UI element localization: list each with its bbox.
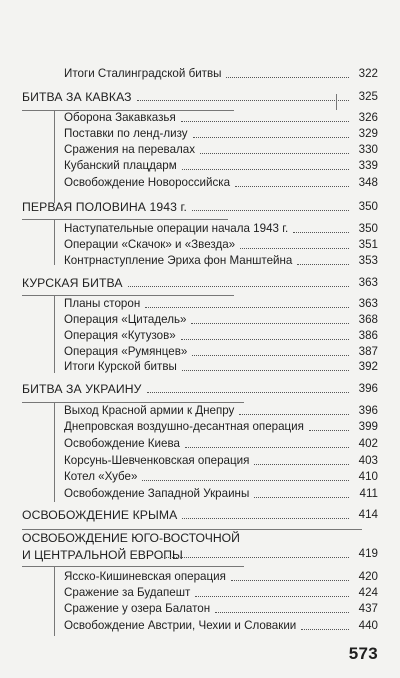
entry-title: Освобождение Австрии, Чехии и Словакии: [64, 619, 297, 632]
entry-page: 437: [358, 602, 378, 615]
toc-entry[interactable]: [64, 403, 378, 419]
toc-entry[interactable]: [64, 601, 378, 617]
toc-entry[interactable]: [64, 126, 378, 142]
entry-title: Оборона Закавказья: [64, 111, 176, 124]
section-title: ПЕРВАЯ ПОЛОВИНА 1943 г.: [22, 200, 187, 214]
page-number: 573: [348, 644, 378, 663]
entry-title: Освобождение Киева: [64, 437, 180, 450]
leader-dots: [193, 137, 349, 138]
leader-dots: [145, 307, 349, 308]
entry-page: 326: [358, 111, 378, 124]
entry-page: 392: [358, 360, 378, 373]
entry-title: Итоги Сталинградской битвы: [64, 67, 222, 80]
toc-entry[interactable]: [64, 312, 378, 328]
leader-dots: [195, 596, 349, 597]
toc-entry[interactable]: [64, 175, 378, 191]
leader-dots: [254, 497, 349, 498]
toc-entry[interactable]: [64, 142, 378, 158]
entry-title: Итоги Курской битвы: [64, 360, 177, 373]
leader-dots: [181, 121, 349, 122]
toc-entry[interactable]: [64, 110, 378, 126]
toc-entry[interactable]: [64, 618, 378, 634]
toc-section[interactable]: [22, 89, 378, 105]
entry-title: Днепровская воздушно-десантная операция: [64, 420, 304, 433]
section-page: 396: [358, 382, 378, 395]
toc-section[interactable]: [22, 275, 378, 291]
section-underline: [22, 219, 228, 220]
toc-entry[interactable]: [64, 328, 378, 344]
toc-entry[interactable]: [64, 359, 378, 375]
section-title: КУРСКАЯ БИТВА: [22, 276, 123, 290]
section-bracket: [54, 566, 55, 636]
entry-title: Поставки по ленд-лизу: [64, 127, 188, 140]
entry-page: 420: [358, 570, 378, 583]
leader-dots: [293, 232, 349, 233]
section-bracket: [54, 110, 55, 203]
leader-dots: [235, 186, 349, 187]
section-title: ОСВОБОЖДЕНИЕ КРЫМА: [22, 508, 178, 522]
toc-entry[interactable]: [64, 344, 378, 360]
entry-page: 403: [358, 454, 378, 467]
leader-dots: [191, 323, 349, 324]
leader-dots: [192, 210, 349, 211]
toc-section[interactable]: [22, 507, 378, 523]
entry-title: Операция «Кутузов»: [64, 329, 176, 342]
entry-title: Операции «Скачок» и «Звезда»: [64, 238, 236, 251]
leader-dots: [182, 169, 349, 170]
entry-page: 339: [358, 159, 378, 172]
section-page: 419: [358, 547, 378, 560]
section-bracket: [54, 402, 55, 502]
leader-dots: [215, 612, 349, 613]
leader-dots: [200, 153, 349, 154]
leader-dots: [301, 629, 349, 630]
section-bracket: [54, 219, 55, 265]
entry-page: 399: [358, 420, 378, 433]
leader-dots: [231, 580, 349, 581]
toc-entry[interactable]: [64, 221, 378, 237]
toc-entry[interactable]: [64, 66, 378, 82]
leader-dots: [185, 447, 349, 448]
toc-section[interactable]: [22, 381, 378, 397]
toc-entry[interactable]: [64, 296, 378, 312]
entry-page: 353: [358, 254, 378, 267]
entry-title: Кубанский плацдарм: [64, 159, 177, 172]
leader-dots: [137, 100, 349, 101]
toc-entry[interactable]: [64, 569, 378, 585]
entry-page: 386: [358, 329, 378, 342]
entry-page: 329: [358, 127, 378, 140]
toc-entry[interactable]: [64, 453, 378, 469]
leader-dots: [182, 518, 349, 519]
leader-dots: [128, 286, 349, 287]
toc-entry[interactable]: [64, 486, 378, 502]
entry-title: Сражение за Будапешт: [64, 586, 191, 599]
entry-page: 424: [358, 586, 378, 599]
leader-dots: [182, 370, 349, 371]
entry-page: 348: [358, 176, 378, 189]
entry-title: Освобождение Западной Украины: [64, 487, 250, 500]
section-bracket: [336, 94, 337, 110]
toc-entry[interactable]: [64, 253, 378, 269]
entry-page: 396: [358, 404, 378, 417]
entry-page: 363: [358, 297, 378, 310]
leader-dots: [297, 264, 349, 265]
entry-page: 351: [358, 238, 378, 251]
leader-dots: [309, 430, 349, 431]
section-title: БИТВА ЗА КАВКАЗ: [22, 90, 132, 104]
entry-title: Сражение у озера Балатон: [64, 602, 211, 615]
entry-page: 410: [358, 470, 378, 483]
leader-dots: [239, 414, 349, 415]
section-underline: [22, 566, 244, 567]
entry-page: 440: [358, 619, 378, 632]
entry-page: 322: [358, 67, 378, 80]
section-page: 325: [358, 90, 378, 103]
leader-dots: [254, 464, 349, 465]
section-bracket: [54, 295, 55, 373]
toc-entry[interactable]: [64, 436, 378, 452]
leader-dots: [147, 392, 349, 393]
entry-title: Наступательные операции начала 1943 г.: [64, 222, 289, 235]
leader-dots: [142, 480, 349, 481]
section-page: 414: [358, 508, 378, 521]
entry-page: 402: [358, 437, 378, 450]
entry-page: 350: [358, 222, 378, 235]
entry-title: Ясско-Кишиневская операция: [64, 570, 226, 583]
entry-title: Планы сторон: [64, 297, 141, 310]
entry-title: Выход Красной армии к Днепру: [64, 404, 235, 417]
entry-title: Сражения на перевалах: [64, 143, 196, 156]
leader-dots: [226, 77, 349, 78]
entry-page: 330: [358, 143, 378, 156]
toc-entry[interactable]: [64, 158, 378, 174]
toc-section[interactable]: [22, 199, 378, 215]
section-title-line1: ОСВОБОЖДЕНИЕ ЮГО-ВОСТОЧНОЙ: [22, 531, 240, 545]
toc-entry[interactable]: [64, 237, 378, 253]
entry-title: Операция «Румянцев»: [64, 345, 188, 358]
section-page: 363: [358, 276, 378, 289]
section-title-line2: И ЦЕНТРАЛЬНОЙ ЕВРОПЫ: [22, 548, 183, 562]
toc-section-page-row: [150, 546, 378, 562]
toc-entry[interactable]: [64, 419, 378, 435]
entry-title: Корсунь-Шевченковская операция: [64, 454, 250, 467]
entry-page: 368: [358, 313, 378, 326]
toc-entry[interactable]: [64, 585, 378, 601]
toc-entry[interactable]: [64, 469, 378, 485]
leader-dots: [240, 248, 349, 249]
entry-title: Контрнаступление Эриха фон Манштейна: [64, 254, 293, 267]
entry-page: 411: [359, 487, 378, 500]
leader-dots: [181, 339, 349, 340]
entry-page: 387: [358, 345, 378, 358]
leader-dots: [192, 355, 349, 356]
entry-title: Котел «Хубе»: [64, 470, 138, 483]
entry-title: Операция «Цитадель»: [64, 313, 187, 326]
leader-dots: [162, 557, 349, 558]
entry-title: Освобождение Новороссийска: [64, 176, 231, 189]
section-title: БИТВА ЗА УКРАИНУ: [22, 382, 142, 396]
section-page: 350: [358, 200, 378, 213]
